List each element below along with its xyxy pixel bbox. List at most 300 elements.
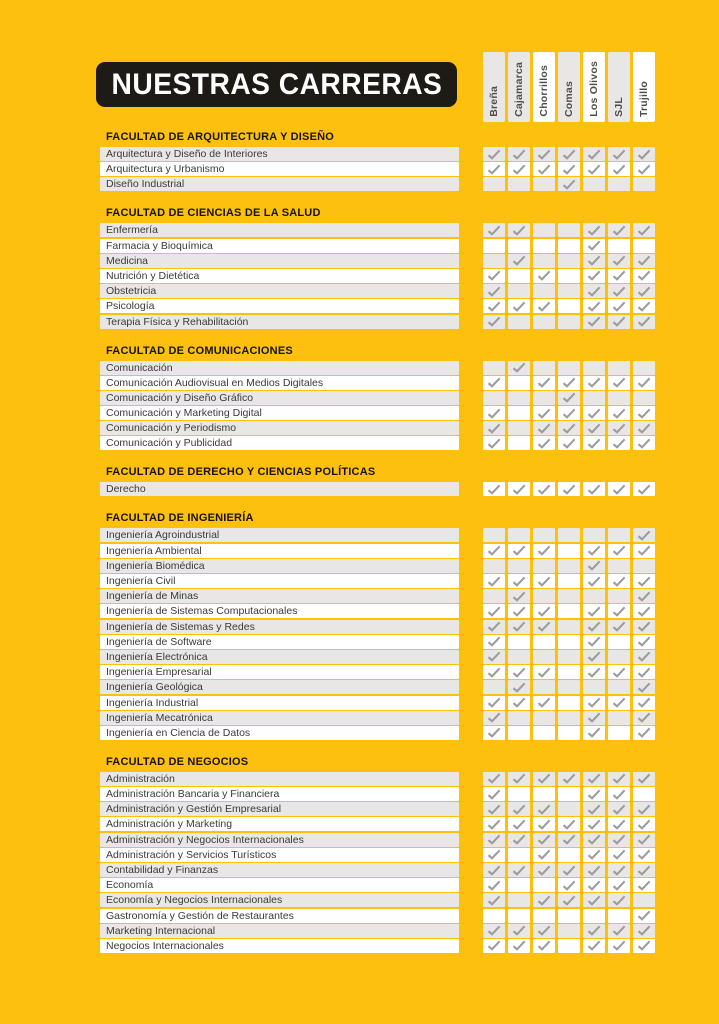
career-row	[100, 269, 655, 283]
check-icon	[487, 834, 501, 845]
career-label: Farmacia y Bioquímica	[100, 239, 459, 253]
check-icon	[637, 377, 651, 388]
check-icon	[587, 301, 601, 312]
availability-cell	[508, 787, 530, 801]
career-row	[100, 863, 655, 877]
check-icon	[637, 849, 651, 860]
check-icon	[587, 438, 601, 449]
availability-cell	[558, 726, 580, 740]
availability-cell	[633, 177, 655, 191]
availability-cell	[483, 239, 505, 253]
availability-cell	[608, 878, 630, 892]
availability-cell	[483, 878, 505, 892]
availability-cell	[508, 391, 530, 405]
availability-cell	[608, 254, 630, 268]
check-icon	[587, 408, 601, 419]
check-icon	[637, 270, 651, 281]
availability-cell	[633, 604, 655, 618]
check-icon	[637, 727, 651, 738]
check-icon	[612, 576, 626, 587]
availability-cell	[483, 177, 505, 191]
check-icon	[512, 621, 526, 632]
campus-header	[583, 52, 605, 122]
career-label: Ingeniería Electrónica	[100, 650, 459, 664]
availability-cell	[508, 406, 530, 420]
availability-cell	[583, 863, 605, 877]
availability-cell	[583, 878, 605, 892]
availability-cell	[558, 544, 580, 558]
check-icon	[487, 789, 501, 800]
availability-cell	[483, 665, 505, 679]
availability-cells	[483, 376, 655, 390]
campus-header-label: Cajamarca	[513, 62, 525, 117]
check-icon	[512, 773, 526, 784]
check-icon	[587, 377, 601, 388]
availability-cell	[558, 620, 580, 634]
check-icon	[487, 865, 501, 876]
availability-cells	[483, 696, 655, 710]
availability-cell	[558, 147, 580, 161]
check-icon	[487, 940, 501, 951]
availability-cell	[608, 177, 630, 191]
career-row	[100, 787, 655, 801]
check-icon	[512, 606, 526, 617]
career-row	[100, 239, 655, 253]
availability-cells	[483, 604, 655, 618]
career-label: Ingeniería Industrial	[100, 696, 459, 710]
availability-cell	[483, 772, 505, 786]
availability-cell	[483, 909, 505, 923]
header-spacer	[100, 52, 459, 122]
page-title: NUESTRAS CARRERAS	[111, 67, 442, 101]
check-icon	[587, 940, 601, 951]
availability-cell	[633, 574, 655, 588]
check-icon	[562, 408, 576, 419]
availability-cell	[508, 878, 530, 892]
career-row	[100, 635, 655, 649]
check-icon	[512, 667, 526, 678]
availability-cell	[608, 711, 630, 725]
availability-cell	[583, 726, 605, 740]
career-label: Terapia Física y Rehabilitación	[100, 315, 459, 329]
career-row	[100, 696, 655, 710]
check-icon	[562, 179, 576, 190]
check-icon	[612, 316, 626, 327]
availability-cell	[558, 878, 580, 892]
check-icon	[587, 423, 601, 434]
availability-cell	[533, 939, 555, 953]
availability-cell	[633, 299, 655, 313]
career-label: Obstetricia	[100, 284, 459, 298]
career-label: Arquitectura y Diseño de Interiores	[100, 147, 459, 161]
availability-cell	[583, 436, 605, 450]
check-icon	[487, 636, 501, 647]
availability-cell	[533, 223, 555, 237]
check-icon	[587, 636, 601, 647]
availability-cell	[583, 772, 605, 786]
availability-cell	[633, 361, 655, 375]
availability-cells	[483, 909, 655, 923]
availability-cell	[633, 482, 655, 496]
availability-cell	[533, 254, 555, 268]
availability-cell	[533, 863, 555, 877]
campus-header-label: Breña	[488, 86, 500, 117]
availability-cells	[483, 391, 655, 405]
check-icon	[637, 301, 651, 312]
check-icon	[587, 789, 601, 800]
check-icon	[612, 819, 626, 830]
availability-cell	[583, 924, 605, 938]
availability-cell	[633, 711, 655, 725]
availability-cell	[533, 436, 555, 450]
campus-header	[608, 52, 630, 122]
check-icon	[512, 545, 526, 556]
availability-cell	[508, 863, 530, 877]
check-icon	[562, 895, 576, 906]
availability-cell	[508, 939, 530, 953]
career-row	[100, 528, 655, 542]
check-icon	[637, 636, 651, 647]
check-icon	[512, 925, 526, 936]
campus-header-label: Trujillo	[638, 80, 650, 117]
availability-cell	[583, 391, 605, 405]
check-icon	[537, 438, 551, 449]
career-row	[100, 544, 655, 558]
check-icon	[487, 651, 501, 662]
check-icon	[537, 895, 551, 906]
availability-cell	[558, 284, 580, 298]
availability-cells	[483, 239, 655, 253]
check-icon	[587, 865, 601, 876]
availability-cell	[633, 650, 655, 664]
availability-cell	[508, 635, 530, 649]
check-icon	[587, 164, 601, 175]
check-icon	[512, 697, 526, 708]
availability-cell	[608, 406, 630, 420]
availability-cell	[608, 528, 630, 542]
check-icon	[637, 682, 651, 693]
career-label: Psicología	[100, 299, 459, 313]
campus-header-label: SJL	[613, 97, 625, 117]
availability-cell	[608, 223, 630, 237]
availability-cell	[608, 665, 630, 679]
check-icon	[612, 849, 626, 860]
availability-cells	[483, 772, 655, 786]
availability-cell	[558, 772, 580, 786]
availability-cell	[558, 254, 580, 268]
availability-cell	[533, 299, 555, 313]
career-row	[100, 665, 655, 679]
career-label: Marketing Internacional	[100, 924, 459, 938]
check-icon	[562, 149, 576, 160]
availability-cell	[533, 924, 555, 938]
availability-cell	[558, 787, 580, 801]
availability-cell	[558, 589, 580, 603]
check-icon	[637, 423, 651, 434]
availability-cell	[583, 711, 605, 725]
availability-cell	[533, 772, 555, 786]
availability-cell	[483, 376, 505, 390]
availability-cell	[533, 239, 555, 253]
availability-cell	[533, 817, 555, 831]
availability-cell	[508, 544, 530, 558]
check-icon	[612, 621, 626, 632]
availability-cells	[483, 863, 655, 877]
availability-cell	[583, 162, 605, 176]
availability-cell	[608, 162, 630, 176]
availability-cell	[533, 665, 555, 679]
availability-cell	[508, 620, 530, 634]
availability-cells	[483, 421, 655, 435]
availability-cell	[583, 223, 605, 237]
availability-cell	[533, 650, 555, 664]
availability-cell	[558, 482, 580, 496]
availability-cells	[483, 559, 655, 573]
career-row	[100, 299, 655, 313]
availability-cell	[533, 559, 555, 573]
career-label: Ingeniería Mecatrónica	[100, 711, 459, 725]
check-icon	[487, 773, 501, 784]
availability-cell	[483, 299, 505, 313]
check-icon	[587, 804, 601, 815]
availability-cell	[533, 421, 555, 435]
career-row	[100, 833, 655, 847]
availability-cell	[558, 604, 580, 618]
check-icon	[637, 925, 651, 936]
availability-cell	[558, 893, 580, 907]
availability-cell	[533, 162, 555, 176]
check-icon	[637, 606, 651, 617]
availability-cell	[483, 559, 505, 573]
check-icon	[587, 545, 601, 556]
availability-cell	[608, 848, 630, 862]
check-icon	[487, 164, 501, 175]
career-label: Arquitectura y Urbanismo	[100, 162, 459, 176]
career-label: Ingeniería de Sistemas y Redes	[100, 620, 459, 634]
check-icon	[587, 834, 601, 845]
career-row	[100, 177, 655, 191]
availability-cell	[633, 848, 655, 862]
availability-cell	[508, 650, 530, 664]
availability-cell	[633, 620, 655, 634]
availability-cell	[483, 802, 505, 816]
availability-cell	[508, 482, 530, 496]
check-icon	[562, 164, 576, 175]
section-title: FACULTAD DE CIENCIAS DE LA SALUD	[106, 207, 321, 220]
career-row	[100, 315, 655, 329]
campus-header	[533, 52, 555, 122]
availability-cells	[483, 680, 655, 694]
campus-header	[483, 52, 505, 122]
availability-cell	[508, 726, 530, 740]
availability-cell	[508, 147, 530, 161]
check-icon	[512, 164, 526, 175]
availability-cell	[533, 589, 555, 603]
check-icon	[487, 301, 501, 312]
check-icon	[637, 712, 651, 723]
availability-cell	[533, 802, 555, 816]
availability-cell	[483, 223, 505, 237]
check-icon	[612, 270, 626, 281]
availability-cell	[558, 924, 580, 938]
check-icon	[587, 255, 601, 266]
check-icon	[612, 286, 626, 297]
career-label: Ingeniería Biomédica	[100, 559, 459, 573]
availability-cell	[533, 833, 555, 847]
career-label: Contabilidad y Finanzas	[100, 863, 459, 877]
career-row	[100, 254, 655, 268]
availability-cell	[533, 680, 555, 694]
availability-cell	[483, 162, 505, 176]
check-icon	[487, 270, 501, 281]
availability-cell	[608, 239, 630, 253]
campus-header-label: Chorrillos	[538, 65, 550, 117]
check-icon	[637, 591, 651, 602]
check-icon	[537, 819, 551, 830]
check-icon	[587, 880, 601, 891]
availability-cell	[558, 391, 580, 405]
availability-cell	[583, 635, 605, 649]
availability-cells	[483, 817, 655, 831]
availability-cell	[508, 817, 530, 831]
check-icon	[612, 880, 626, 891]
availability-cell	[483, 544, 505, 558]
check-icon	[637, 697, 651, 708]
availability-cell	[583, 848, 605, 862]
faculty-section	[100, 513, 655, 739]
check-icon	[537, 804, 551, 815]
check-icon	[637, 225, 651, 236]
availability-cells	[483, 284, 655, 298]
career-row	[100, 482, 655, 496]
check-icon	[487, 149, 501, 160]
availability-cell	[633, 635, 655, 649]
availability-cell	[583, 376, 605, 390]
check-icon	[512, 804, 526, 815]
availability-cell	[583, 254, 605, 268]
availability-cell	[633, 665, 655, 679]
availability-cell	[583, 696, 605, 710]
availability-cell	[508, 239, 530, 253]
check-icon	[512, 576, 526, 587]
check-icon	[487, 484, 501, 495]
check-icon	[537, 576, 551, 587]
availability-cell	[633, 802, 655, 816]
availability-cell	[533, 482, 555, 496]
check-icon	[637, 545, 651, 556]
check-icon	[487, 804, 501, 815]
check-icon	[587, 925, 601, 936]
check-icon	[537, 377, 551, 388]
check-icon	[612, 545, 626, 556]
availability-cells	[483, 254, 655, 268]
check-icon	[487, 316, 501, 327]
check-icon	[612, 925, 626, 936]
career-label: Enfermería	[100, 223, 459, 237]
availability-cell	[483, 269, 505, 283]
check-icon	[637, 834, 651, 845]
availability-cell	[608, 574, 630, 588]
check-icon	[612, 484, 626, 495]
availability-cell	[508, 604, 530, 618]
availability-cell	[608, 284, 630, 298]
check-icon	[537, 865, 551, 876]
availability-cell	[533, 878, 555, 892]
availability-cell	[633, 528, 655, 542]
availability-cell	[483, 147, 505, 161]
check-icon	[612, 377, 626, 388]
availability-cell	[558, 680, 580, 694]
check-icon	[612, 895, 626, 906]
availability-cell	[583, 284, 605, 298]
check-icon	[487, 727, 501, 738]
check-icon	[537, 408, 551, 419]
check-icon	[587, 697, 601, 708]
availability-cell	[508, 574, 530, 588]
career-row	[100, 772, 655, 786]
availability-cell	[558, 696, 580, 710]
career-row	[100, 848, 655, 862]
availability-cell	[608, 939, 630, 953]
availability-cell	[608, 909, 630, 923]
availability-cell	[558, 711, 580, 725]
career-label: Ingeniería Empresarial	[100, 665, 459, 679]
availability-cell	[483, 620, 505, 634]
availability-cells	[483, 878, 655, 892]
check-icon	[637, 438, 651, 449]
availability-cell	[483, 893, 505, 907]
availability-cell	[608, 817, 630, 831]
availability-cell	[508, 162, 530, 176]
availability-cell	[483, 833, 505, 847]
availability-cells	[483, 665, 655, 679]
career-label: Ingeniería de Software	[100, 635, 459, 649]
career-row	[100, 893, 655, 907]
availability-cells	[483, 726, 655, 740]
check-icon	[487, 286, 501, 297]
availability-cell	[558, 909, 580, 923]
check-icon	[637, 530, 651, 541]
check-icon	[612, 225, 626, 236]
availability-cell	[558, 574, 580, 588]
availability-cells	[483, 177, 655, 191]
availability-cell	[508, 665, 530, 679]
check-icon	[537, 925, 551, 936]
career-label: Administración y Negocios Internacionales	[100, 833, 459, 847]
availability-cells	[483, 848, 655, 862]
check-icon	[637, 804, 651, 815]
availability-cells	[483, 635, 655, 649]
availability-cell	[633, 254, 655, 268]
availability-cells	[483, 939, 655, 953]
availability-cell	[533, 893, 555, 907]
availability-cell	[508, 269, 530, 283]
availability-cell	[508, 680, 530, 694]
check-icon	[537, 667, 551, 678]
check-icon	[487, 408, 501, 419]
availability-cells	[483, 436, 655, 450]
career-row	[100, 361, 655, 375]
career-row	[100, 559, 655, 573]
check-icon	[587, 651, 601, 662]
campus-header	[558, 52, 580, 122]
check-icon	[612, 773, 626, 784]
check-icon	[512, 940, 526, 951]
availability-cell	[558, 436, 580, 450]
career-label: Gastronomía y Gestión de Restaurantes	[100, 909, 459, 923]
career-label: Comunicación y Publicidad	[100, 436, 459, 450]
check-icon	[537, 834, 551, 845]
